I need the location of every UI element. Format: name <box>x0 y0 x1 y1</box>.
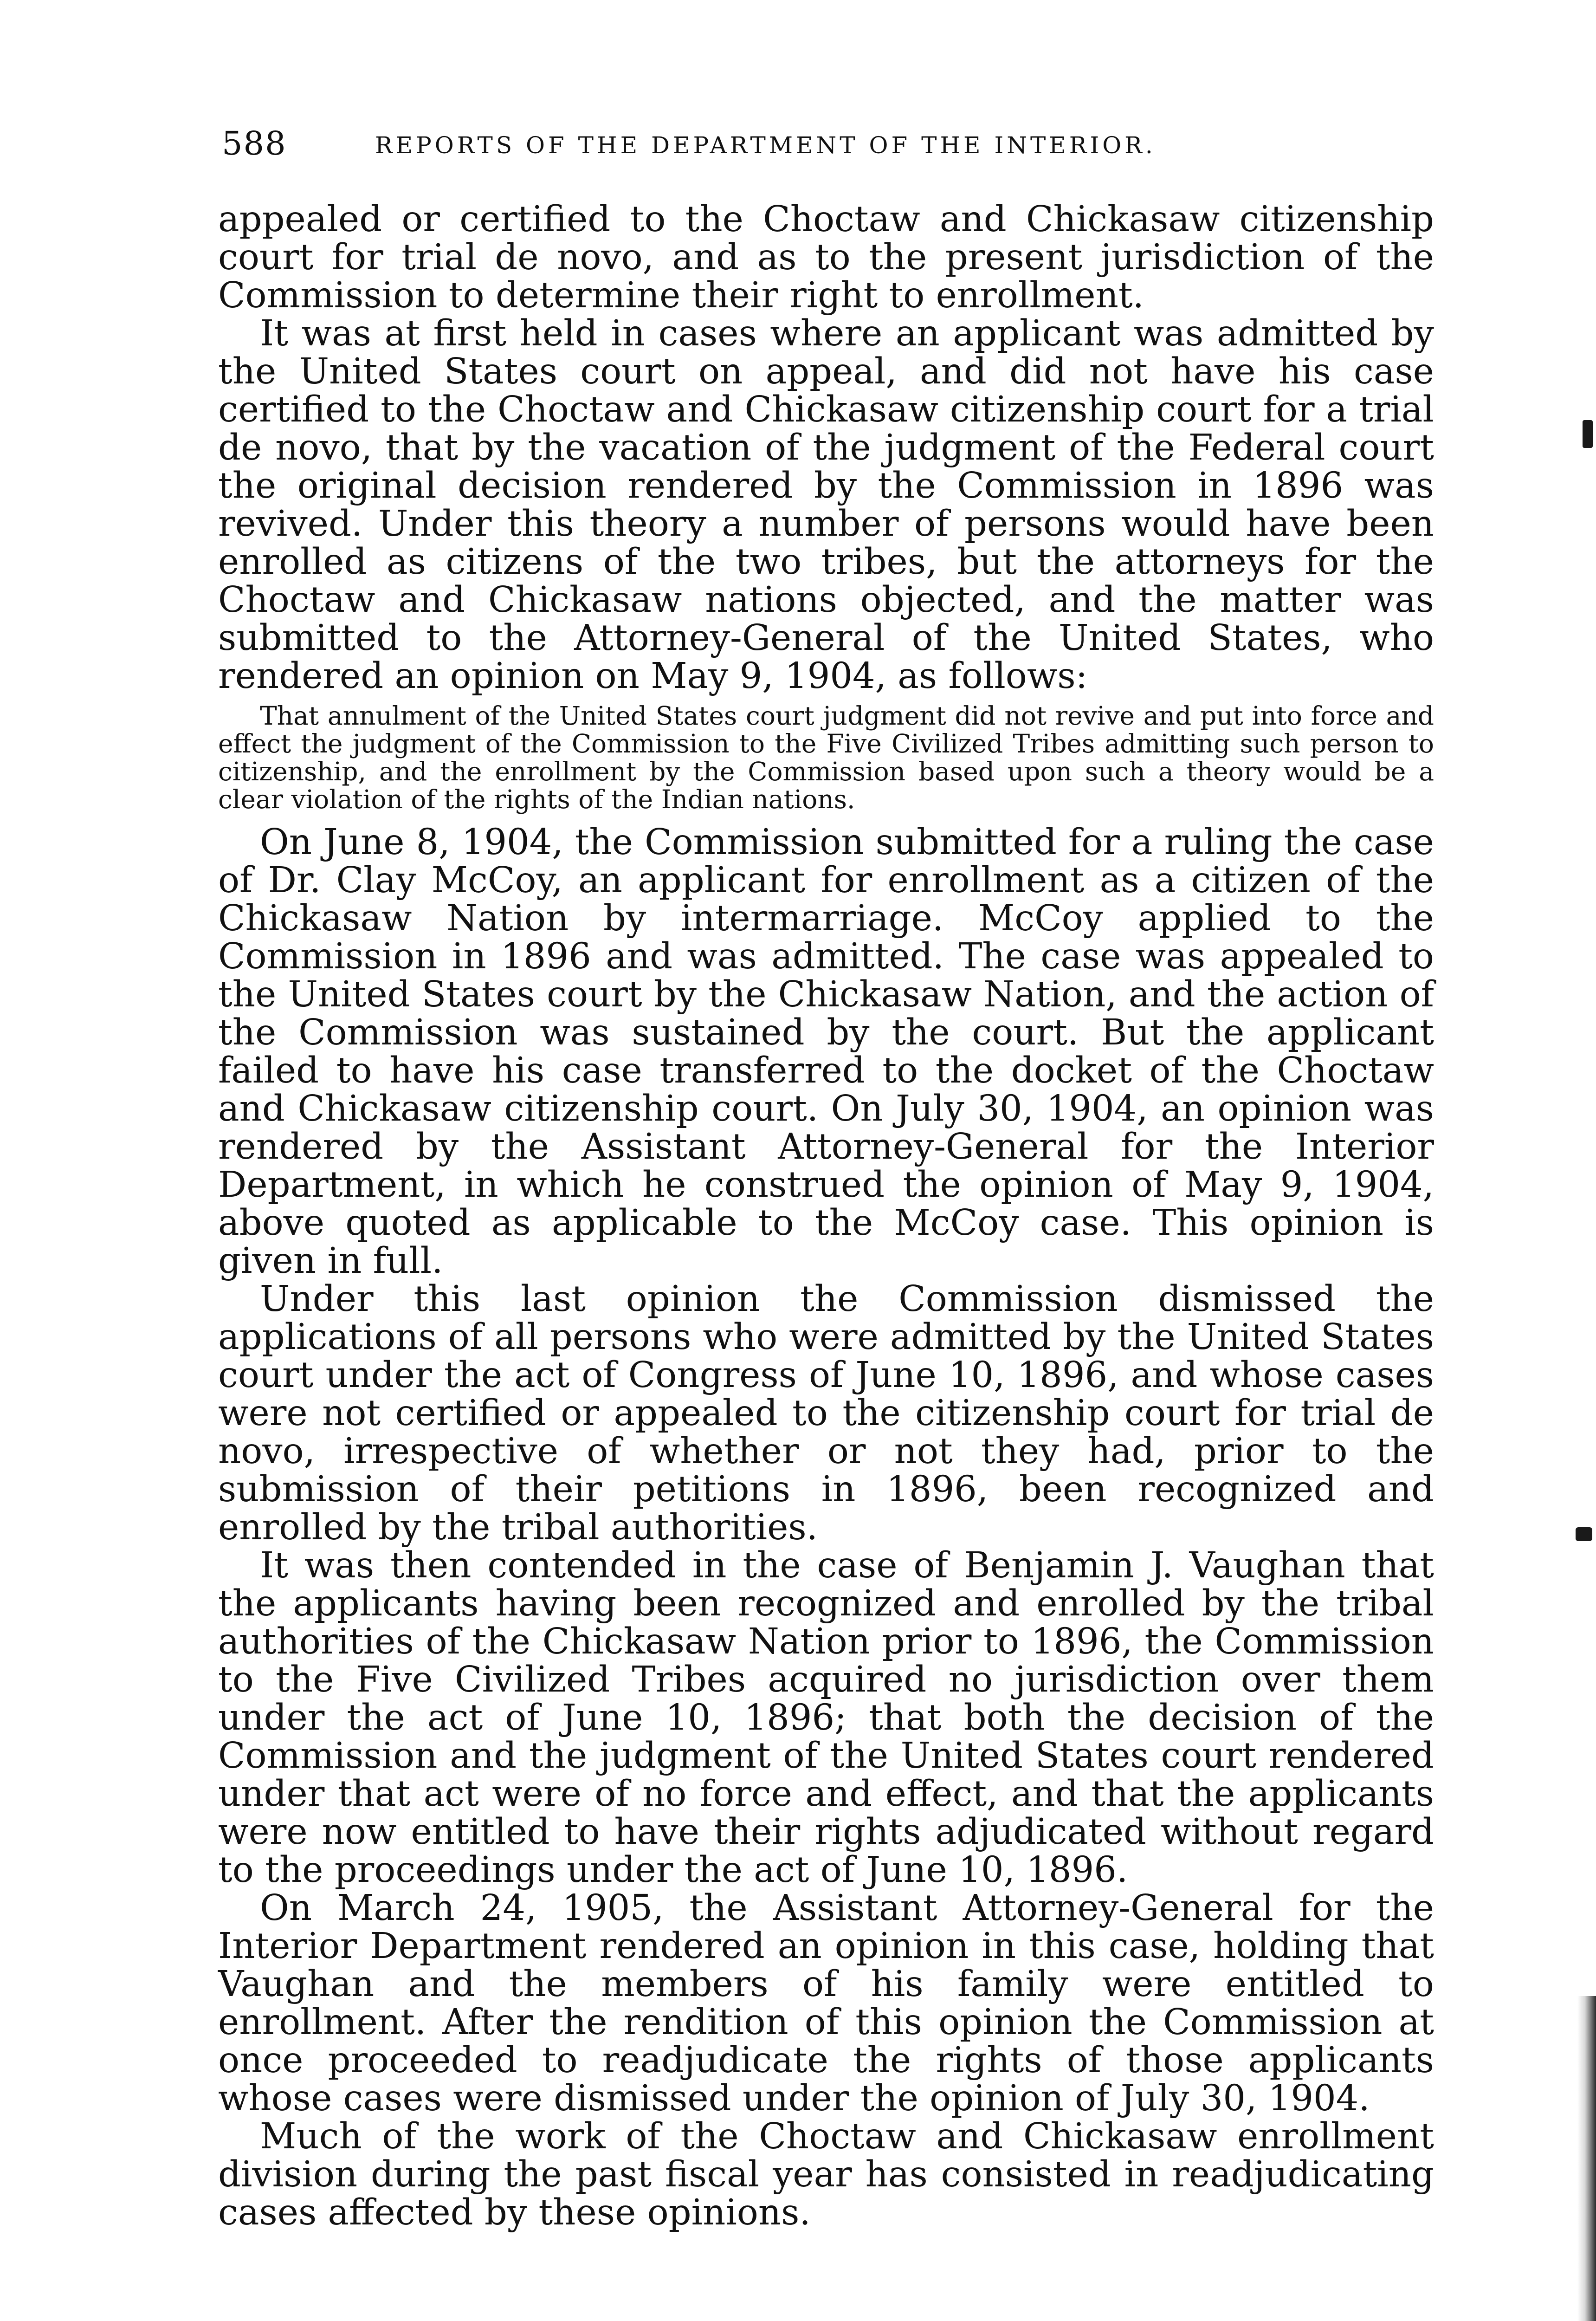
paragraph-continuation: appealed or certified to the Choctaw and Chickasaw citizenship court for trial de novo, and as to the present jurisdiction of the Commission to determine their right to enrollment. <box>218 199 1434 316</box>
body-text <box>218 201 1434 2232</box>
margin-mark-middle <box>1576 1527 1592 1541</box>
page-number: 588 <box>222 124 287 162</box>
paragraph-march-opinion: On March 24, 1905, the Assistant Attorney-General for the Interior Department rendered an opinion in this case, holding that Vaughan and the members of his family were entitled to enrollment. After the rendition of this opinion the Commission at once proceeded to readjudicate the rights of those applicants whose cases were dismissed under the opinion of July 30, 1904. <box>218 1887 1434 2119</box>
running-head: REPORTS OF THE DEPARTMENT OF THE INTERIOR. <box>375 132 1156 159</box>
paragraph-dismissed-applications: Under this last opinion the Commission dismissed the applications of all persons who were admitted by the United States court under the act of Congress of June 10, 1896, and whose cases were not certified or appealed to the citizenship court for trial de novo, irrespective of whether or not they had, prior to the submission of their petitions in 1896, been recognized and enrolled by the tribal authorities. <box>218 1278 1434 1548</box>
paragraph-enrollment-division: Much of the work of the Choctaw and Chickasaw enrollment division during the past fiscal year has consisted in readjudicating cases affected by these opinions. <box>218 2116 1434 2233</box>
paragraph-mccoy-case: On June 8, 1904, the Commission submitted for a ruling the case of Dr. Clay McCoy, an applicant for enrollment as a citizen of the Chickasaw Nation by intermarriage. McCoy applied to the Commission in 1896 and was admitted. The case was appealed to the United States court by the Chickasaw Nation, and the action of the Commission was sustained by the court. But the applicant failed to have his case transferred to the docket of the Choctaw and Chickasaw citizenship court. On July 30, 1904, an opinion was rendered by the Assistant Attorney-General for the Interior Department, in which he construed the opinion of May 9, 1904, above quoted as applicable to the McCoy case. This opinion is given in full. <box>218 822 1434 1282</box>
paragraph-attorney-general: It was at first held in cases where an applicant was admitted by the United States court on appeal, and did not have his case certified to the Choctaw and Chickasaw citizenship court for a trial de novo, that by the vacation of the judgment of the Federal court the original decision rendered by the Commission in 1896 was revived. Under this theory a number of persons would have been enrolled as citizens of the two tribes, but the attorneys for the Choctaw and Chickasaw nations objected, and the matter was submitted to the Attorney-General of the United States, who rendered an opinion on May 9, 1904, as follows: <box>218 313 1434 697</box>
page-header <box>222 124 1438 162</box>
page-edge-shadow <box>1577 1996 1596 2321</box>
block-quote-opinion: That annulment of the United States court judgment did not revive and put into force and effect the judgment of the Commission to the Five Civilized Tribes admitting such person to citizenship, and the enrollment by the Commission based upon such a theory would be a clear violation of the rights of the Indian nations. <box>218 701 1434 814</box>
paragraph-vaughan-case: It was then contended in the case of Benjamin J. Vaughan that the applicants having been recognized and enrolled by the tribal authorities of the Chickasaw Nation prior to 1896, the Commission to the Five Civilized Tribes acquired no jurisdiction over them under the act of June 10, 1896; that both the decision of the Commission and the judgment of the United States court rendered under that act were of no force and effect, and that the applicants were now entitled to have their rights adjudicated without regard to the proceedings under the act of June 10, 1896. <box>218 1545 1434 1891</box>
margin-mark-top <box>1583 420 1593 448</box>
